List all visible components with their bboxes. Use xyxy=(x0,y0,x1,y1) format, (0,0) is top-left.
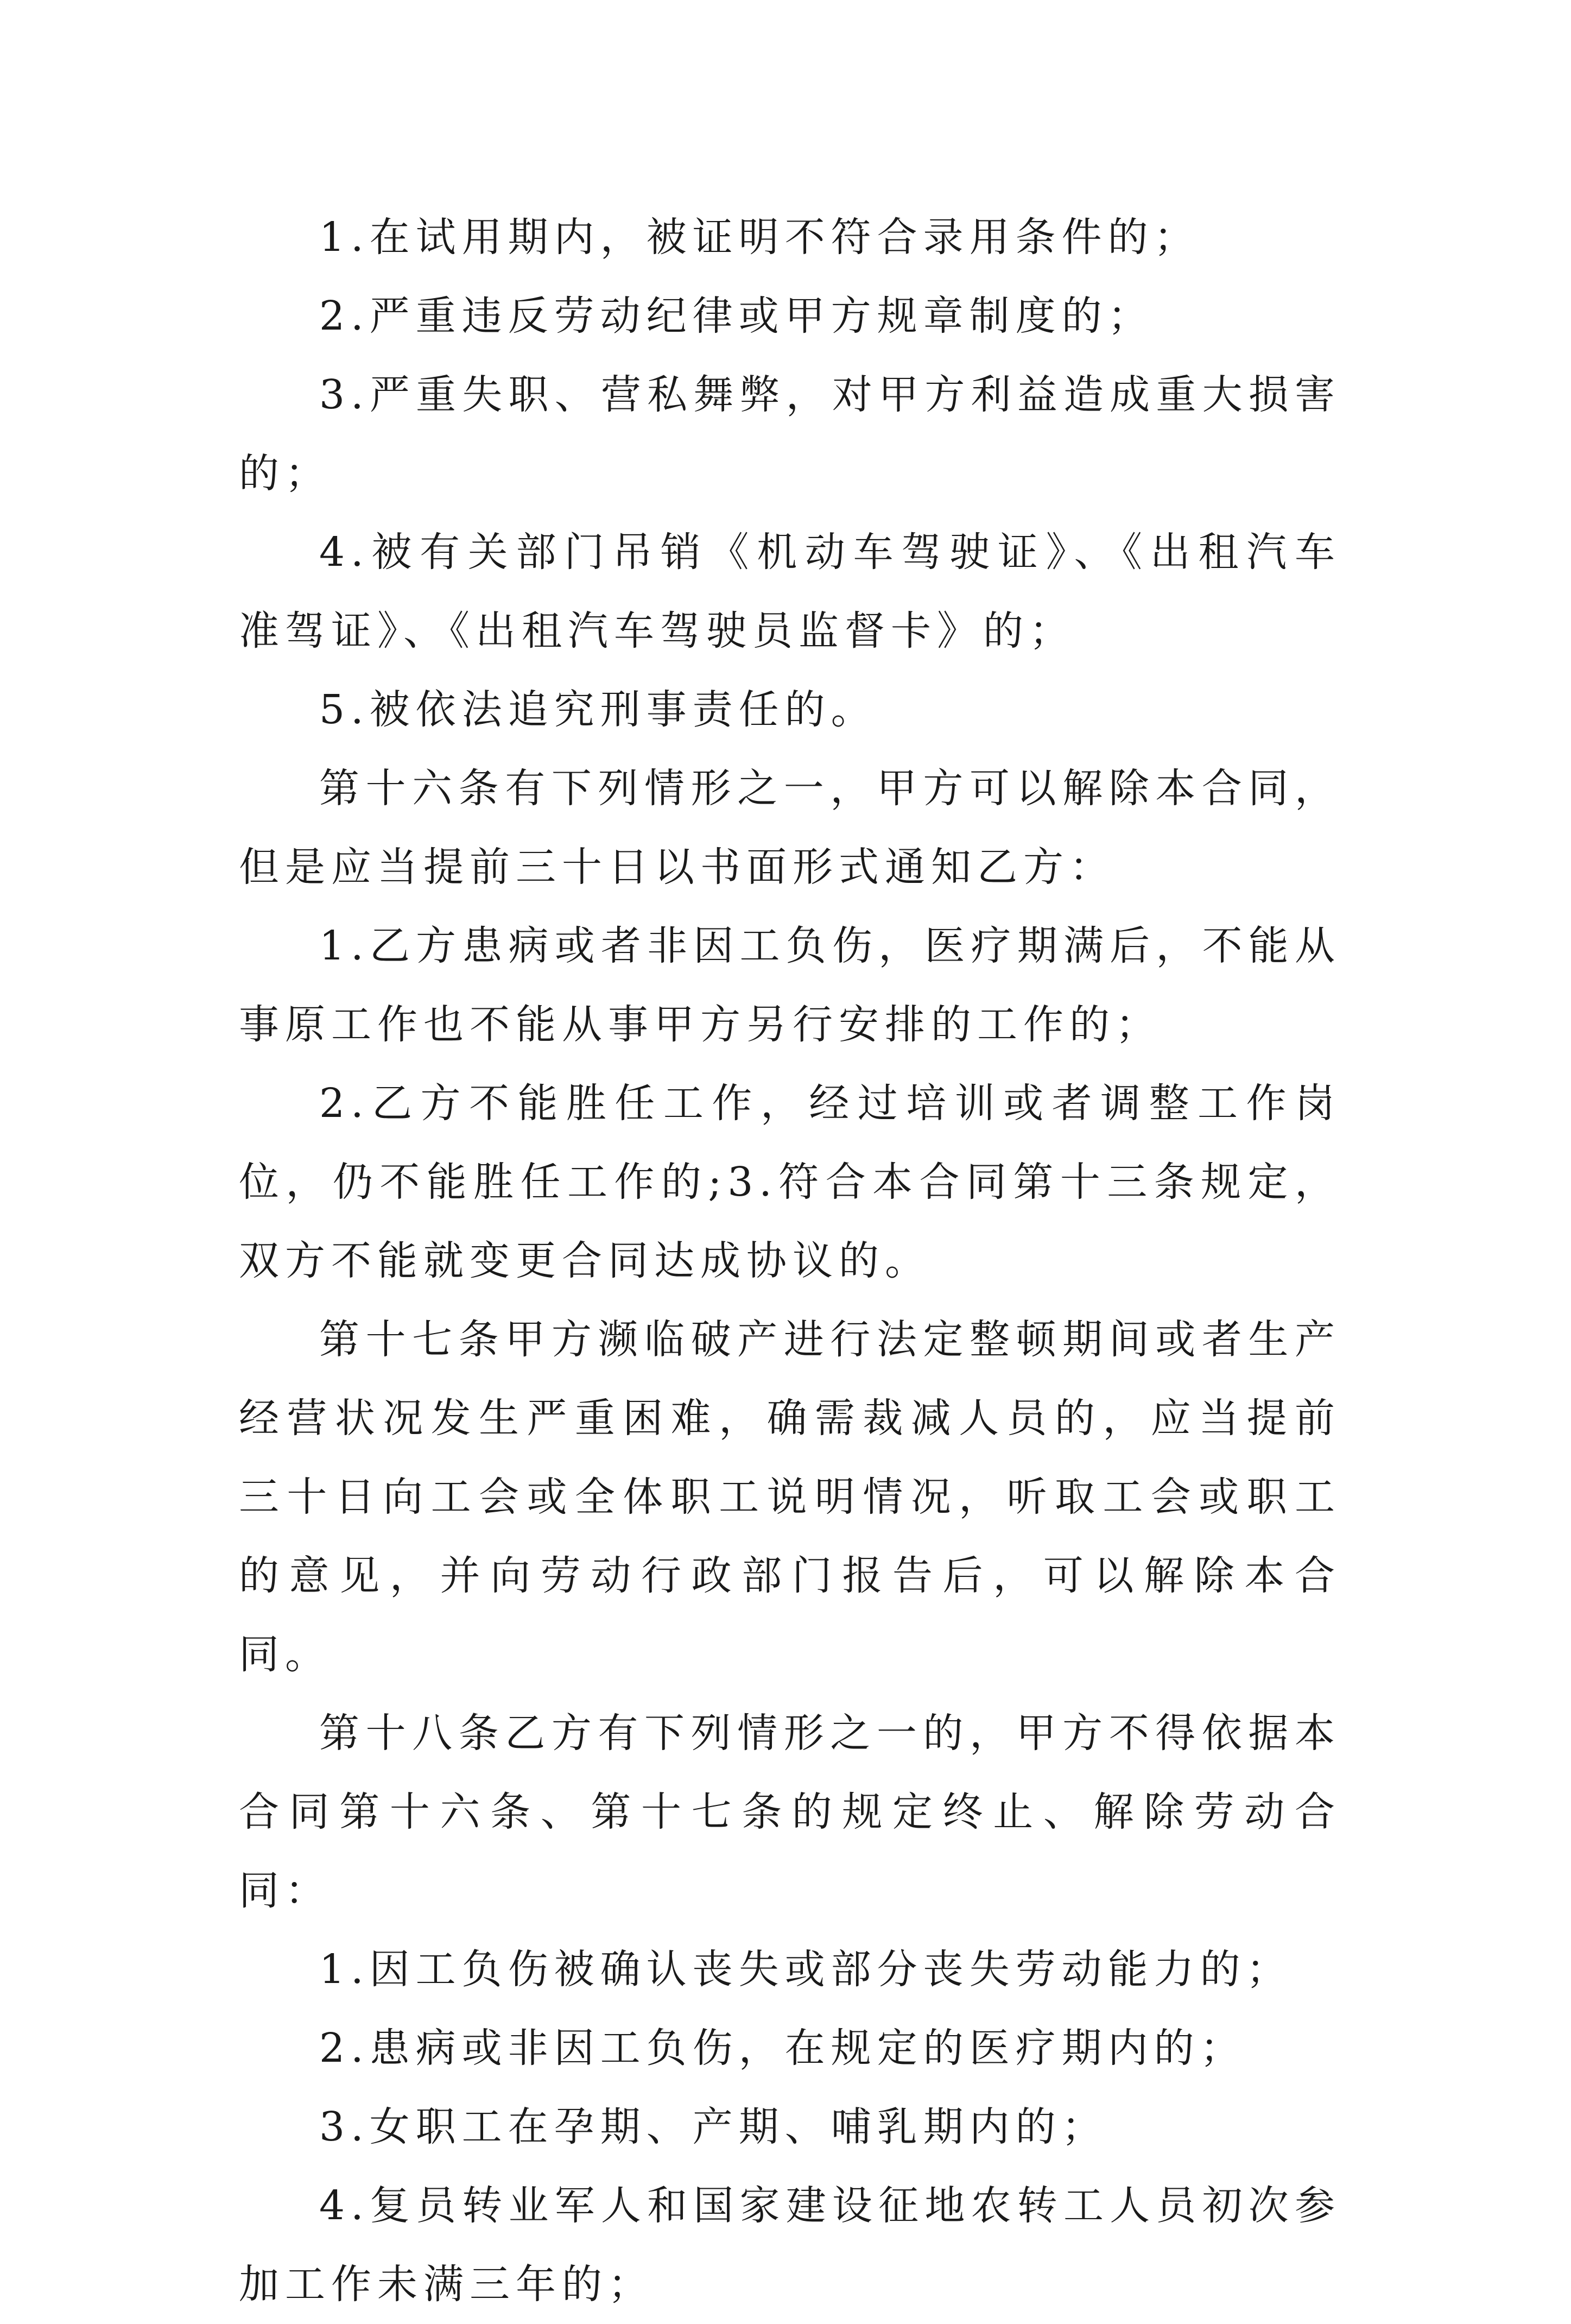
list-item-probation: 1.在试用期内，被证明不符合录用条件的； xyxy=(319,214,1200,261)
list-item-incompetence: 2.乙方不能胜任工作，经过培训或者调整工作岗位，仍不能胜任工作的;3.符合本合同第十三条规定，双方不能就变更合同达成协议的。 xyxy=(239,1080,1341,1284)
document-body xyxy=(239,198,1341,2324)
list-item-female-staff: 3.女职工在孕期、产期、哺乳期内的； xyxy=(319,2104,1108,2150)
list-item-illness: 1.乙方患病或者非因工负伤，医疗期满后，不能从事原工作也不能从事甲方另行安排的工作的； xyxy=(239,923,1341,1048)
list-item-veterans: 4.复员转业军人和国家建设征地农转工人员初次参加工作未满三年的； xyxy=(239,2182,1341,2308)
list-item-work-injury: 1.因工负伤被确认丧失或部分丧失劳动能力的； xyxy=(319,1946,1293,1993)
list-item-misconduct: 3.严重失职、营私舞弊，对甲方利益造成重大损害的； xyxy=(239,371,1341,497)
article-17: 第十七条甲方濒临破产进行法定整顿期间或者生产经营状况发生严重困难，确需裁减人员的，应当提前三十日向工会或全体职工说明情况，听取工会或职工的意见，并向劳动行政部门报告后，可以解除本合同。 xyxy=(239,1316,1341,1678)
list-item-medical-period: 2.患病或非因工负伤，在规定的医疗期内的； xyxy=(319,2025,1246,2072)
list-item-license-revoked: 4.被有关部门吊销《机动车驾驶证》、《出租汽车准驾证》、《出租汽车驾驶员监督卡》的； xyxy=(239,529,1341,654)
article-18: 第十八条乙方有下列情形之一的，甲方不得依据本合同第十六条、第十七条的规定终止、解除劳动合同： xyxy=(239,1710,1341,1914)
list-item-criminal: 5.被依法追究刑事责任的。 xyxy=(319,686,877,733)
article-16: 第十六条有下列情形之一，甲方可以解除本合同，但是应当提前三十日以书面形式通知乙方： xyxy=(239,765,1341,891)
list-item-discipline: 2.严重违反劳动纪律或甲方规章制度的； xyxy=(319,293,1154,339)
